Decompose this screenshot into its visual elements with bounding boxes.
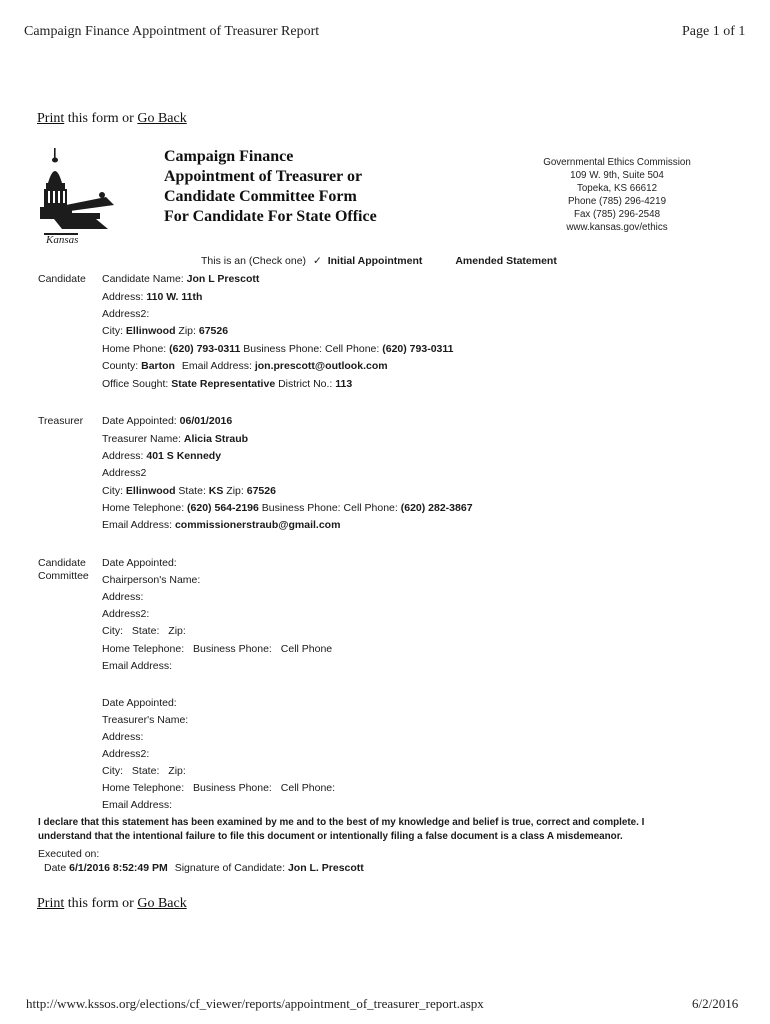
candidate-email-label: Email Address: [181, 360, 252, 372]
signature-value: Jon L. Prescott [287, 862, 364, 874]
treasurer-city-label: City: [102, 485, 123, 497]
treasurer-zip-label: Zip: [226, 485, 244, 497]
candidate-county-value: Barton [141, 360, 175, 372]
treasurer-city-row [102, 485, 276, 497]
committee-state-label: State: [131, 625, 160, 637]
treasurer-date-row [102, 415, 232, 427]
go-back-link[interactable]: Go Back [137, 111, 187, 126]
agency-contact-block [522, 156, 712, 234]
treasurer-address-row [102, 450, 221, 462]
execution-date-label: Date [44, 862, 67, 874]
candidate-address-row [102, 291, 202, 303]
committee-date-row: Date Appointed: [102, 557, 177, 569]
committee-treasurer-city-label: City: [102, 765, 123, 777]
signature-label: Signature of Candidate: [174, 862, 286, 874]
treasurer-email-value: commissionerstraub@gmail.com [174, 519, 341, 531]
check-prompt: This is an (Check one) [201, 255, 307, 267]
top-nav [37, 111, 187, 127]
candidate-name-row [102, 273, 259, 285]
committee-treasurer-date-row: Date Appointed: [102, 697, 177, 709]
candidate-office-row [102, 378, 352, 390]
candidate-zip-value: 67526 [198, 325, 229, 337]
section-label-treasurer: Treasurer [38, 415, 84, 427]
committee-address-row: Address: [102, 591, 144, 603]
committee-phone-row [102, 643, 332, 655]
form-title [164, 147, 377, 227]
committee-treasurer-email-row: Email Address: [102, 799, 173, 811]
treasurer-state-label: State: [178, 485, 206, 497]
treasurer-date-value: 06/01/2016 [179, 415, 233, 427]
treasurer-email-label: Email Address: [102, 519, 173, 531]
committee-treasurer-cell-phone-label: Cell Phone: [280, 782, 336, 794]
nav-text: this form or [64, 111, 138, 126]
candidate-email-value: jon.prescott@outlook.com [254, 360, 388, 372]
bottom-nav [37, 896, 187, 912]
candidate-district-value: 113 [335, 378, 353, 390]
form-title-line-3: Candidate Committee Form [164, 188, 357, 205]
treasurer-address2-row [102, 467, 146, 479]
committee-chair-row: Chairperson's Name: [102, 574, 201, 586]
execution-date-value: 6/1/2016 8:52:49 PM [69, 862, 168, 874]
committee-address2-row: Address2: [102, 608, 150, 620]
treasurer-name-label: Treasurer Name: [102, 433, 181, 445]
candidate-cell-phone-label: Cell Phone: [325, 343, 380, 355]
form-title-line-4: For Candidate For State Office [164, 208, 377, 225]
section-label-candidate: Candidate [38, 273, 86, 285]
declaration-text [38, 816, 644, 844]
candidate-cell-phone-value: (620) 793-0311 [382, 343, 454, 355]
treasurer-name-value: Alicia Straub [183, 433, 249, 445]
agency-name: Governmental Ethics Commission [543, 157, 691, 168]
treasurer-city-value: Ellinwood [125, 485, 176, 497]
committee-treasurer-home-phone-label: Home Telephone: [102, 782, 185, 794]
committee-treasurer-zip-label: Zip: [168, 765, 186, 777]
treasurer-date-label: Date Appointed: [102, 415, 177, 427]
candidate-name-label: Candidate Name: [102, 273, 184, 285]
candidate-address-value: 110 W. 11th [146, 291, 203, 303]
committee-treasurer-address-row: Address: [102, 731, 144, 743]
candidate-phone-row [102, 343, 453, 355]
agency-address-2: Topeka, KS 66612 [576, 183, 658, 194]
print-link[interactable]: Print [37, 111, 65, 126]
checkmark-icon: ✓ [312, 255, 322, 267]
treasurer-state-value: KS [208, 485, 224, 497]
candidate-business-phone-label: Business Phone: [243, 343, 323, 355]
svg-text:Kansas: Kansas [46, 234, 79, 245]
candidate-home-phone-value: (620) 793-0311 [169, 343, 241, 355]
agency-address-1: 109 W. 9th, Suite 504 [570, 170, 664, 181]
candidate-city-row [102, 325, 228, 337]
treasurer-name-row [102, 433, 248, 445]
nav-text-bottom: this form or [64, 896, 138, 911]
committee-label-line-2: Committee [38, 570, 89, 582]
candidate-address2-row [102, 308, 149, 320]
committee-zip-label: Zip: [168, 625, 186, 637]
treasurer-address-value: 401 S Kennedy [146, 450, 222, 462]
candidate-name-value: Jon L Prescott [186, 273, 260, 285]
committee-treasurer-address2-row: Address2: [102, 748, 150, 760]
committee-treasurer-city-row [102, 765, 186, 777]
footer-date: 6/2/2016 [692, 996, 739, 1011]
committee-cell-phone-label: Cell Phone [280, 643, 333, 655]
treasurer-home-phone-value: (620) 564-2196 [187, 502, 259, 514]
candidate-city-label: City: [102, 325, 123, 337]
agency-fax: Fax (785) 296-2548 [573, 209, 661, 220]
treasurer-cell-phone-value: (620) 282-3867 [400, 502, 473, 514]
document-title: Campaign Finance Appointment of Treasurer Report [24, 24, 320, 39]
candidate-district-label: District No.: [278, 378, 333, 390]
declaration-line-2: understand that the intentional failure to file this document or intentionally filing a false document is a class A misdemeanor. [38, 831, 623, 842]
print-link-bottom[interactable]: Print [37, 896, 65, 911]
candidate-office-value: State Representative [171, 378, 276, 390]
initial-appointment-option: Initial Appointment [327, 255, 423, 267]
committee-business-phone-label: Business Phone: [193, 643, 272, 655]
kansas-capitol-seal-image [40, 145, 118, 245]
treasurer-email-row [102, 519, 340, 531]
treasurer-phone-row [102, 502, 473, 514]
check-one-row [201, 255, 557, 267]
committee-treasurer-phone-row [102, 782, 335, 794]
treasurer-business-phone-label: Business Phone: [261, 502, 341, 514]
execution-row [44, 862, 364, 874]
candidate-address2-label: Address2: [102, 308, 150, 320]
agency-phone: Phone (785) 296-4219 [567, 196, 667, 207]
committee-email-row: Email Address: [102, 660, 173, 672]
candidate-home-phone-label: Home Phone: [102, 343, 167, 355]
candidate-office-label: Office Sought: [102, 378, 169, 390]
page-number: Page 1 of 1 [682, 24, 746, 39]
form-title-line-2: Appointment of Treasurer or [164, 168, 363, 185]
agency-website: www.kansas.gov/ethics [566, 222, 668, 233]
committee-treasurer-business-phone-label: Business Phone: [193, 782, 272, 794]
treasurer-address-label: Address: [102, 450, 144, 462]
executed-on-label: Executed on: [38, 848, 100, 860]
go-back-link-bottom[interactable]: Go Back [137, 896, 187, 911]
candidate-county-row [102, 360, 388, 372]
treasurer-zip-value: 67526 [246, 485, 276, 497]
committee-home-phone-label: Home Telephone: [102, 643, 185, 655]
candidate-address-label: Address: [102, 291, 144, 303]
committee-label-line-1: Candidate [38, 557, 86, 569]
treasurer-cell-phone-label: Cell Phone: [343, 502, 398, 514]
committee-city-row [102, 625, 186, 637]
section-label-candidate-committee [38, 557, 89, 583]
committee-treasurer-state-label: State: [131, 765, 160, 777]
amended-statement-option: Amended Statement [455, 255, 557, 267]
committee-city-label: City: [102, 625, 123, 637]
candidate-city-value: Ellinwood [125, 325, 176, 337]
treasurer-address2-label: Address2 [102, 467, 147, 479]
footer-url: http://www.kssos.org/elections/cf_viewer/reports/appointment_of_treasurer_report.aspx [26, 996, 484, 1011]
declaration-line-1: I declare that this statement has been examined by me and to the best of my knowledge and belief is true, correct and complete. I [38, 817, 645, 828]
form-title-line-1: Campaign Finance [164, 148, 294, 165]
treasurer-home-phone-label: Home Telephone: [102, 502, 185, 514]
committee-treasurer-name-row: Treasurer's Name: [102, 714, 189, 726]
candidate-county-label: County: [102, 360, 139, 372]
candidate-zip-label: Zip: [178, 325, 196, 337]
